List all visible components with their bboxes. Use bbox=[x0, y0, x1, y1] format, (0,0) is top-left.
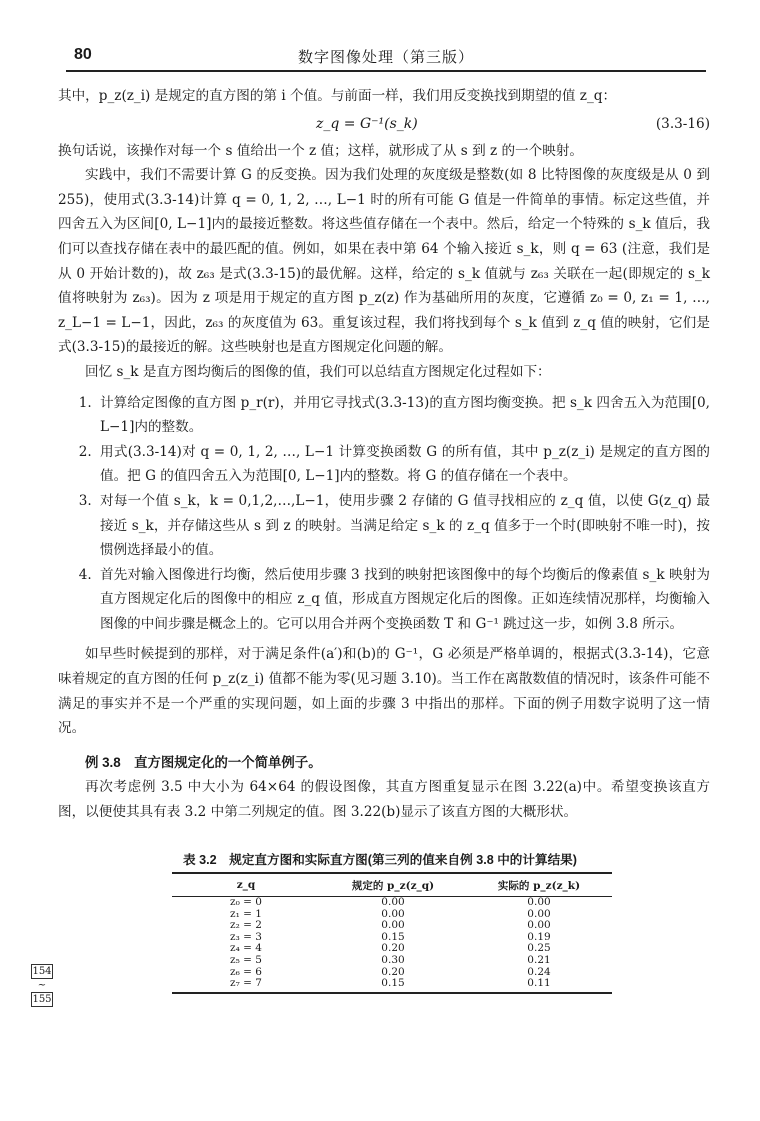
table-cell: 0.00 bbox=[527, 919, 551, 932]
body-text bbox=[58, 84, 710, 825]
margin-ref-sep: ~ bbox=[31, 979, 53, 992]
margin-page-reference bbox=[31, 964, 53, 1007]
table-caption: 表 3.2 规定直方图和实际直方图(第三列的值来自例 3.8 中的计算结果) bbox=[183, 853, 577, 867]
table-row bbox=[172, 897, 612, 909]
table-header-actual: 实际的 p_z(z_k) bbox=[466, 873, 612, 897]
example-title: 例 3.8 直方图规定化的一个简单例子。 bbox=[85, 754, 322, 770]
paragraph-monotonic: 如早些时候提到的那样，对于满足条件(a′)和(b)的 G⁻¹，G 必须是严格单调的，根据式(3.3-14)，它意味着规定的直方图的任何 p_z(z_i) 值都不能为零(见习题 3.10)。当工作在离散数值的情况时，该条件可能不满足的事实并不是一个严重的实现问题，如上面的步骤 3 中指出的那样。下面的例子用数字说明了这一情况。 bbox=[58, 646, 710, 737]
example-text: 再次考虑例 3.5 中大小为 64×64 的假设图像，其直方图重复显示在图 3.22(a)中。希望变换该直方图，以便使其具有表 3.2 中第二列规定的值。图 3.22(b)显示了该直方图的大概形状。 bbox=[58, 779, 710, 821]
table-cell: 0.11 bbox=[466, 978, 612, 993]
equation-number: (3.3-16) bbox=[655, 115, 710, 132]
table-row bbox=[172, 978, 612, 993]
paragraph-summary-intro: 回忆 s_k 是直方图均衡后的图像的值，我们可以总结直方图规定化过程如下： bbox=[85, 363, 551, 380]
table-cell: 0.25 bbox=[527, 942, 551, 955]
step-item: 4. 首先对输入图像进行均衡，然后使用步骤 3 找到的映射把该图像中的每个均衡后的像素值 s_k 映射为直方图规定化后的图像中的相应 z_q 值，形成直方图规定化后的图像。正如连续情况那样，均衡输入图像的中间步骤是概念上的。它可以用合并两个变换函数 T 和 G⁻¹ 跳过这一步，如例 3.8 所示。 bbox=[96, 563, 710, 637]
table-header-zq: z_q bbox=[172, 873, 320, 897]
table-cell: z₆ = 6 bbox=[230, 965, 262, 978]
table-cell: 0.20 bbox=[381, 942, 405, 955]
margin-ref-bottom: 155 bbox=[32, 994, 52, 1005]
step-item: 1. 计算给定图像的直方图 p_r(r)，并用它寻找式(3.3-13)的直方图均衡变换。把 s_k 四舍五入为范围[0, L−1]内的整数。 bbox=[96, 391, 710, 440]
table-cell: z₂ = 2 bbox=[230, 919, 262, 932]
table-cell: z₅ = 5 bbox=[230, 953, 262, 966]
table-cell: z₄ = 4 bbox=[230, 942, 262, 955]
table-cell: 0.00 bbox=[527, 907, 551, 920]
paragraph-mapping: 换句话说，该操作对每一个 s 值给出一个 z 值；这样，就形成了从 s 到 z 的一个映射。 bbox=[58, 142, 584, 159]
table-cell: z₁ = 1 bbox=[230, 907, 262, 920]
equation-body: z_q = G⁻¹(s_k) bbox=[316, 115, 418, 132]
equation-3-3-16 bbox=[58, 109, 710, 139]
table-row bbox=[172, 955, 612, 967]
running-title: 数字图像处理（第三版） bbox=[297, 48, 474, 66]
table-cell: 0.00 bbox=[381, 907, 405, 920]
table-cell: 0.15 bbox=[320, 978, 466, 993]
page-number: 80 bbox=[74, 46, 92, 63]
table-cell: z₇ = 7 bbox=[172, 978, 320, 993]
step-item: 3. 对每一个值 s_k，k = 0,1,2,…,L−1，使用步骤 2 存储的 G 值寻找相应的 z_q 值，以使 G(z_q) 最接近 s_k，并存储这些从 s 到 z 的映射。当满足给定 s_k 的 z_q 值多于一个时(即映射不唯一时)，按惯例选择最小的值。 bbox=[96, 489, 710, 563]
table-cell: 0.20 bbox=[381, 965, 405, 978]
table-header-row bbox=[172, 873, 612, 897]
table-cell: 0.21 bbox=[527, 953, 551, 966]
table-header-specified: 规定的 p_z(z_q) bbox=[320, 873, 466, 897]
table-cell: 0.00 bbox=[381, 896, 405, 908]
table-cell: 0.19 bbox=[527, 930, 551, 943]
page-header bbox=[66, 44, 706, 72]
table-cell: 0.30 bbox=[381, 953, 405, 966]
table-cell: z₃ = 3 bbox=[230, 930, 262, 943]
paragraph-practice: 实践中，我们不需要计算 G 的反变换。因为我们处理的灰度级是整数(如 8 比特图像的灰度级是从 0 到 255)，使用式(3.3-14)计算 q = 0, 1, 2, …, L−1 时的所有可能 G 值是一件简单的事情。标定这些值，并四舍五入为区间[0, L−1]内的最接近整数。将这些值存储在一个表中。然后，给定一个特殊的 s_k 值后，我们可以查找存储在表中的最匹配的值。例如，如果在表中第 64 个输入接近 s_k，则 q = 63 (注意，我们是从 0 开始计数的)，故 z₆₃ 是式(3.3-15)的最优解。这样，给定的 s_k 值就与 z₆₃ 关联在一起(即规定的 s_k 值将映射为 z₆₃)。因为 z 项是用于规定的直方图 p_z(z) 作为基础所用的灰度，它遵循 z₀ = 0, z₁ = 1, …, z_L−1 = L−1，因此，z₆₃ 的灰度值为 63。重复该过程，我们将找到每个 s_k 值到 z_q 值的映射，它们是式(3.3-15)的最接近的解。这些映射也是直方图规定化问题的解。 bbox=[58, 167, 710, 356]
table-cell: 0.00 bbox=[381, 919, 405, 932]
paragraph-intro: 其中，p_z(z_i) 是规定的直方图的第 i 个值。与前面一样，我们用反变换找到期望的值 z_q： bbox=[58, 88, 617, 104]
histogram-table bbox=[172, 872, 612, 994]
table-cell: z₀ = 0 bbox=[230, 896, 262, 908]
table-cell: 0.24 bbox=[527, 965, 551, 978]
margin-ref-top: 154 bbox=[32, 966, 52, 977]
table-cell: 0.15 bbox=[381, 930, 405, 943]
table-cell: 0.00 bbox=[527, 896, 551, 908]
step-item: 2. 用式(3.3-14)对 q = 0, 1, 2, …, L−1 计算变换函数 G 的所有值，其中 p_z(z_i) 是规定的直方图的值。把 G 的值四舍五入为范围[0, L−1]内的整数。将 G 的值存储在一个表中。 bbox=[96, 440, 710, 489]
procedure-steps bbox=[58, 391, 710, 637]
